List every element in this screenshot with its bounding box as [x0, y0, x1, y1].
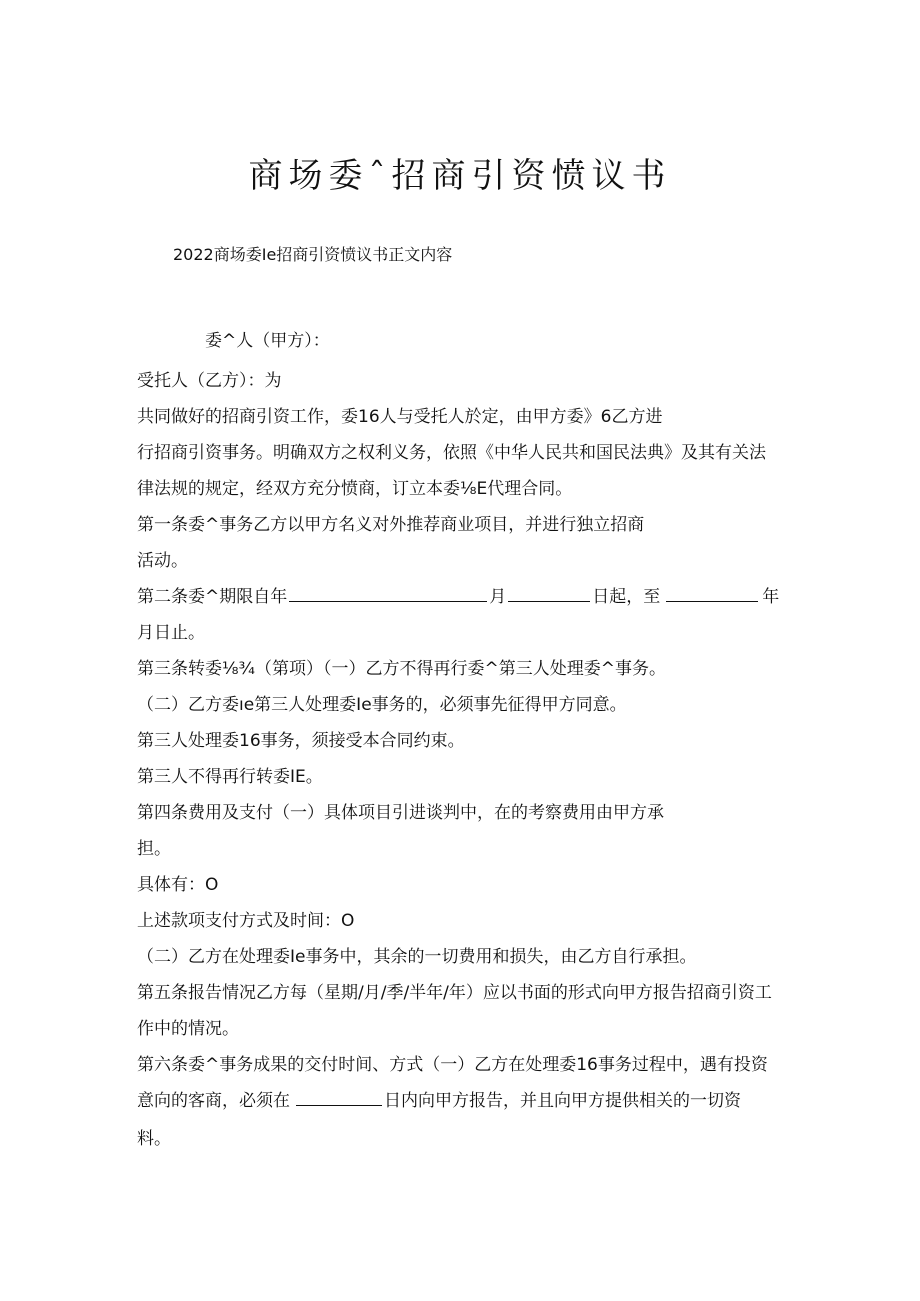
paragraph-line: 行招商引资事务。明确双方之权利义务，依照《中华人民共和国民法典》及其有关法	[137, 443, 766, 463]
agent-line: 受托人（乙方）：为	[137, 371, 282, 391]
blank-field	[508, 587, 590, 602]
article-6-text: 意向的客商，必须在	[137, 1091, 290, 1111]
article-4-line: 第四条费用及支付（一）具体项目引进谈判中，在的考察费用由甲方承	[137, 803, 664, 823]
article-2-text: 第二条委^期限自年	[137, 587, 288, 607]
blank-field	[289, 587, 487, 602]
article-3-line: 第三人不得再行转委IE。	[137, 767, 323, 787]
article-2-line	[137, 582, 779, 607]
article-2-text: 月	[489, 587, 507, 607]
article-4-line: 具体有：O	[137, 875, 219, 895]
article-4-line: 上述款项支付方式及时间：O	[137, 911, 355, 931]
article-6-line: 第六条委^事务成果的交付时间、方式（一）乙方在处理委16事务过程中，遇有投资	[137, 1055, 768, 1075]
blank-field	[666, 587, 758, 602]
article-5-line: 第五条报告情况乙方每（星期/月/季/半年/年）应以书面的形式向甲方报告招商引资工	[137, 983, 772, 1003]
article-3-line: 第三人处理委16事务，须接受本合同约束。	[137, 731, 465, 751]
article-6-text: 日内向甲方报告，并且向甲方提供相关的一切资	[384, 1091, 741, 1111]
article-3-line: 第三条转委⅛¾（第项）（一）乙方不得再行委^第三人处理委^事务。	[137, 659, 666, 679]
blank-field	[296, 1091, 382, 1106]
article-1-line: 活动。	[137, 551, 188, 571]
article-5-line: 作中的情况。	[137, 1019, 239, 1039]
article-6-line: 料。	[137, 1129, 171, 1149]
article-6-line	[137, 1086, 741, 1111]
paragraph-line: 共同做好的招商引资工作，委16人与受托人於定，由甲方委》6乙方进	[137, 407, 663, 427]
article-2-text: 年	[762, 587, 780, 607]
article-4-line: （二）乙方在处理委Ie事务中，其余的一切费用和损失，由乙方自行承担。	[137, 947, 697, 967]
article-4-line: 担。	[137, 839, 171, 859]
article-2-text: 日起，至	[592, 587, 661, 607]
document-title: 商场委ˆ招商引资愤议书	[248, 156, 672, 196]
document-subtitle: 2022商场委Ie招商引资愤议书正文内容	[173, 245, 453, 264]
article-1-line: 第一条委^事务乙方以甲方名义对外推荐商业项目，并进行独立招商	[137, 515, 645, 535]
principal-line: 委^人（甲方）：	[205, 331, 330, 351]
article-2-line: 月日止。	[137, 623, 205, 643]
paragraph-line: 律法规的规定，经双方充分愤商，订立本委⅛E代理合同。	[137, 479, 573, 499]
article-3-line: （二）乙方委ıe第三人处理委Ie事务的，必须事先征得甲方同意。	[137, 695, 627, 715]
